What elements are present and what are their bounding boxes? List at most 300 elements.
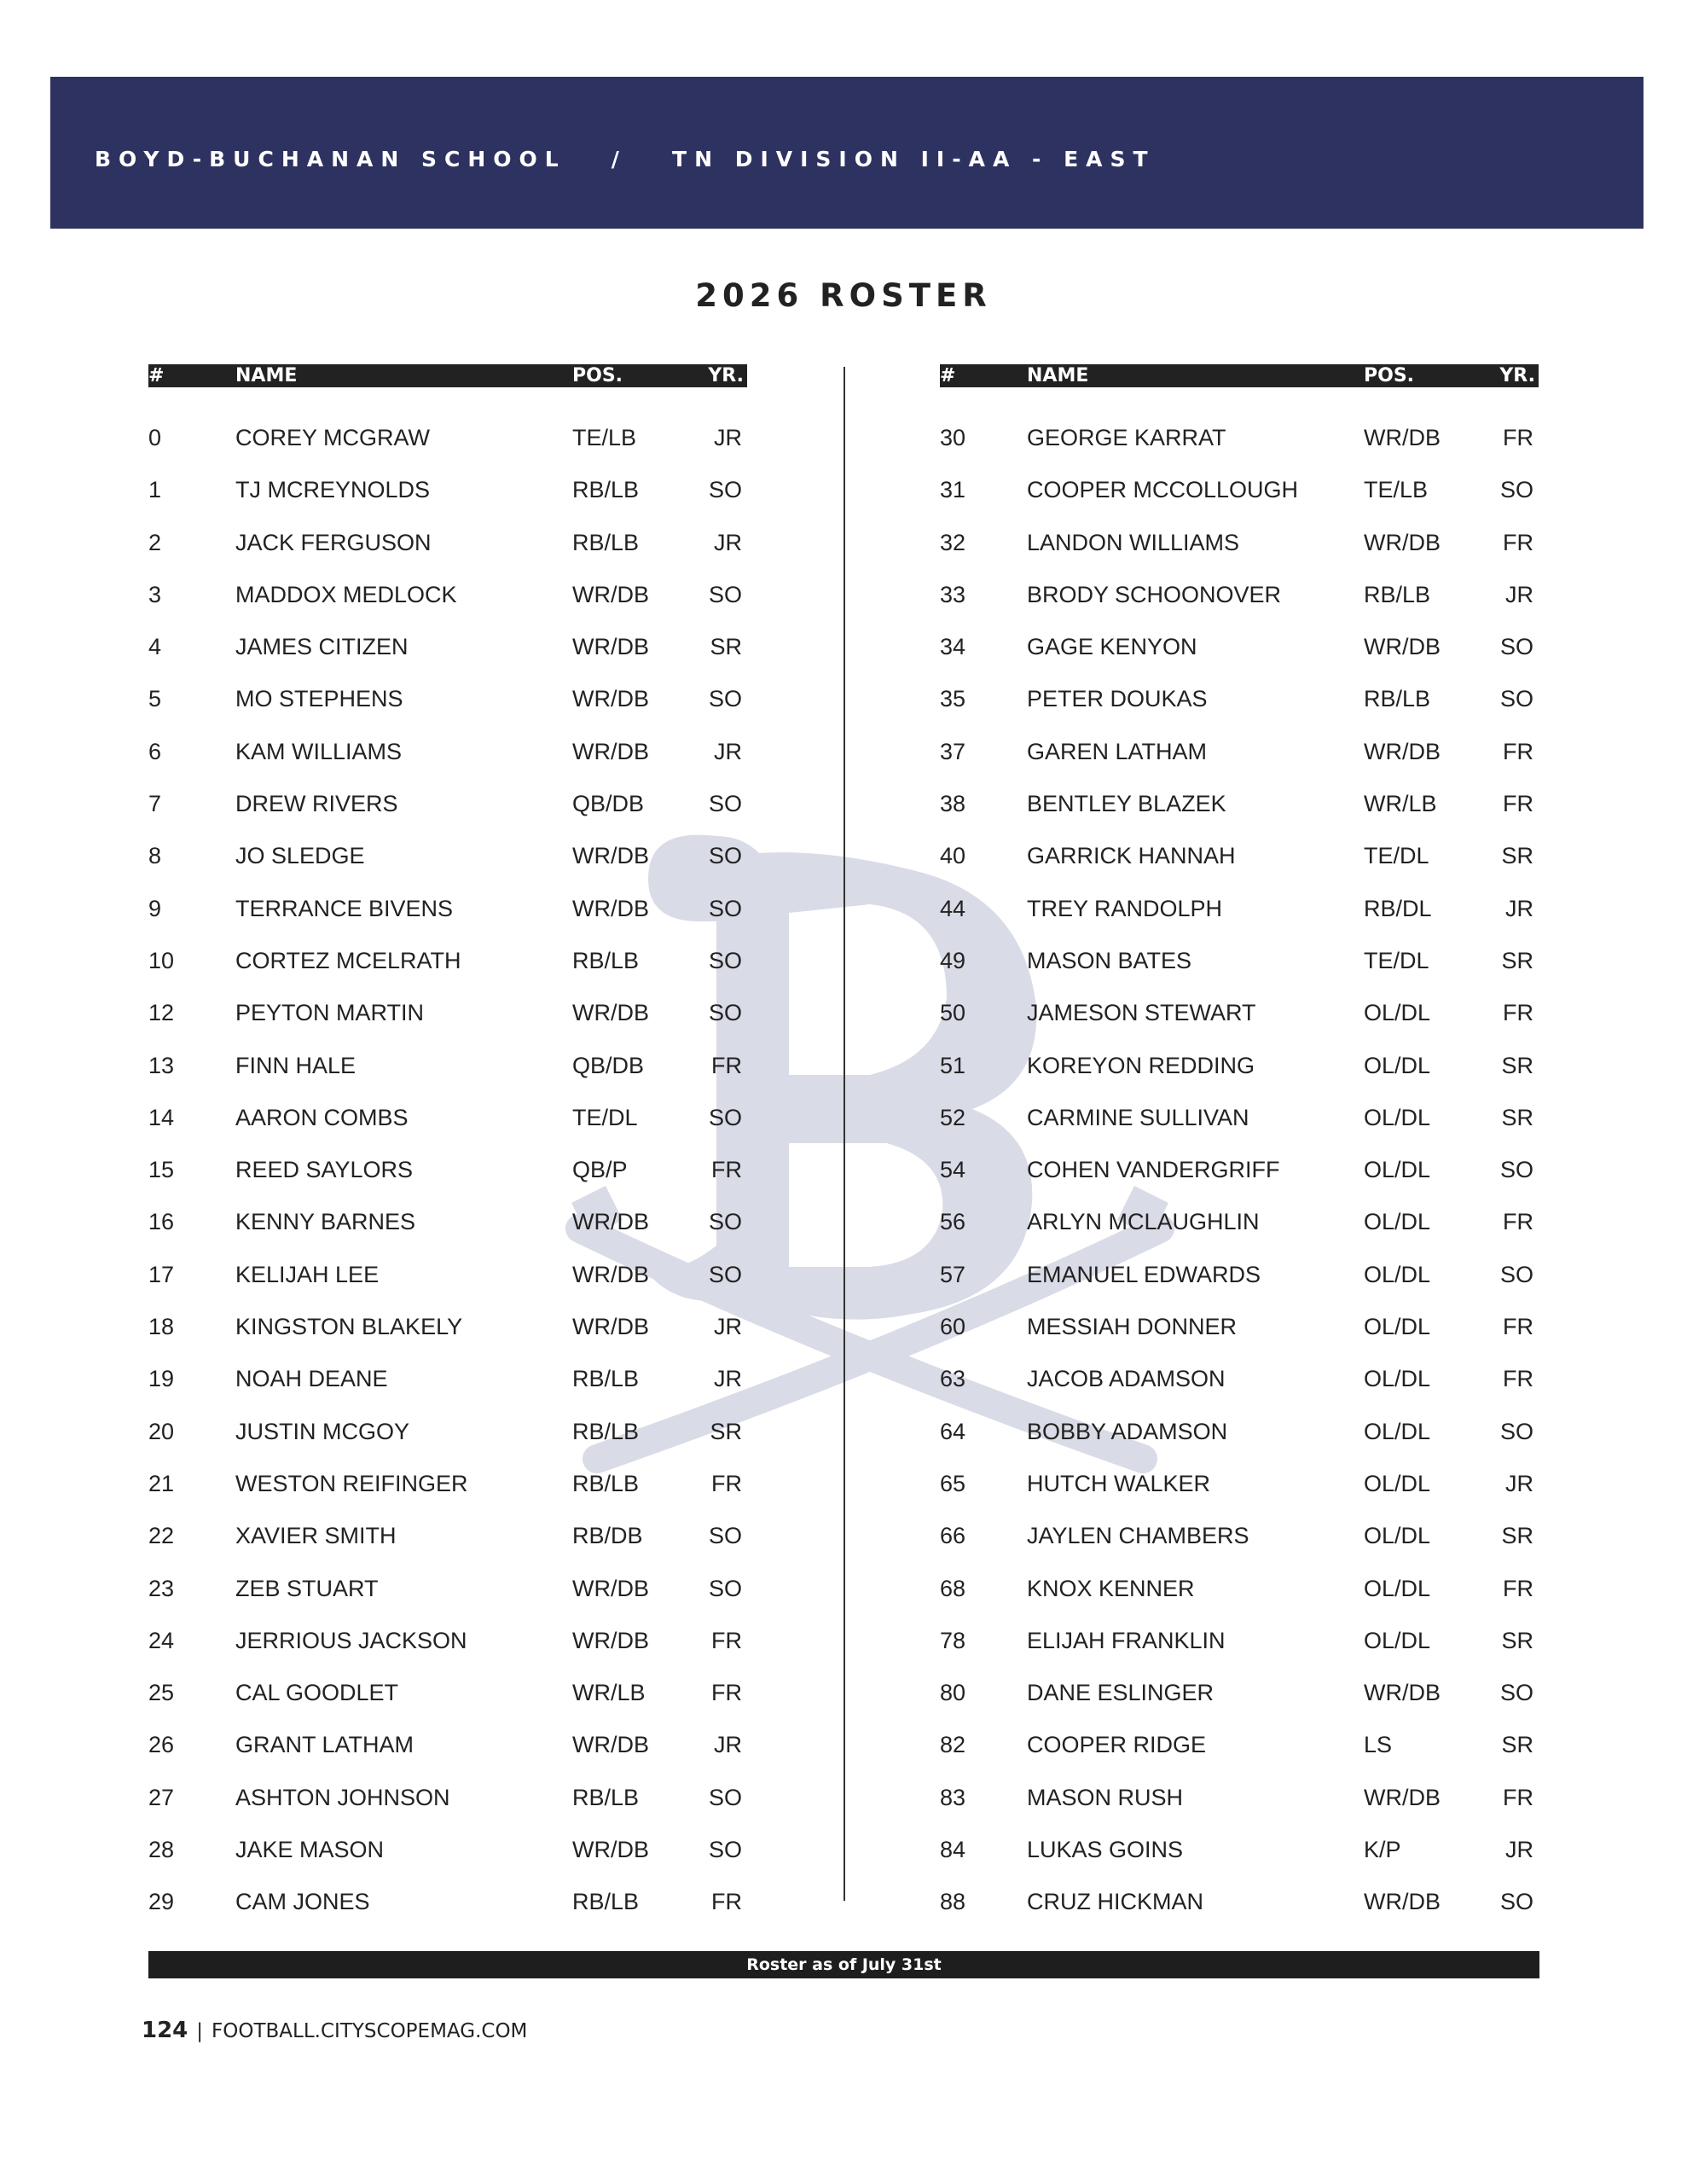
player-number: 51 [940, 1052, 966, 1078]
footer-separator: | [196, 2020, 204, 2042]
player-number: 13 [148, 1052, 175, 1078]
player-name: CARMINE SULLIVAN [1027, 1104, 1249, 1130]
player-name: JUSTIN MCGOY [235, 1418, 410, 1444]
table-row [148, 1732, 747, 1784]
player-year: SR [1501, 1104, 1533, 1130]
table-row [940, 1471, 1539, 1523]
player-position: WR/LB [572, 1680, 646, 1706]
player-name: MO STEPHENS [235, 686, 403, 712]
player-number: 14 [148, 1104, 175, 1130]
player-position: WR/DB [572, 1314, 649, 1340]
player-name: BRODY SCHOONOVER [1027, 581, 1282, 607]
table-row [940, 1419, 1539, 1471]
table-row [148, 1209, 747, 1261]
player-position: QB/P [572, 1157, 628, 1183]
player-year: SR [1501, 1052, 1533, 1078]
table-row [148, 1262, 747, 1314]
table-row [148, 1889, 747, 1941]
player-year: SO [1499, 1680, 1533, 1706]
player-year: SO [1499, 1418, 1533, 1444]
player-position: TE/LB [572, 425, 637, 450]
player-number: 15 [148, 1157, 175, 1183]
player-name: HUTCH WALKER [1027, 1470, 1211, 1496]
roster-title: 2026 ROSTER [695, 277, 992, 314]
player-year: SR [1501, 843, 1533, 869]
table-row [148, 1628, 747, 1680]
player-number: 34 [940, 634, 966, 660]
player-year: SO [708, 1837, 742, 1863]
player-position: WR/DB [572, 1261, 649, 1287]
table-row [940, 843, 1539, 895]
player-position: TE/DL [1364, 843, 1429, 869]
player-number: 38 [940, 791, 966, 817]
player-position: RB/LB [572, 1784, 640, 1810]
player-name: MESSIAH DONNER [1027, 1314, 1238, 1340]
table-row [940, 791, 1539, 843]
roster-rows [940, 425, 1539, 1942]
player-year: FR [711, 1470, 742, 1496]
player-number: 64 [940, 1418, 966, 1444]
table-row [940, 948, 1539, 1000]
player-number: 35 [940, 686, 966, 712]
player-name: LUKAS GOINS [1027, 1837, 1184, 1863]
player-name: XAVIER SMITH [235, 1523, 397, 1549]
table-row [148, 634, 747, 686]
header-year: YR. [1499, 365, 1535, 386]
player-name: JERRIOUS JACKSON [235, 1627, 467, 1653]
table-row [940, 1785, 1539, 1837]
player-number: 9 [148, 895, 162, 921]
roster-table-left [148, 364, 747, 1915]
player-number: 82 [940, 1732, 966, 1758]
header-name: NAME [1027, 365, 1089, 386]
table-row [940, 1576, 1539, 1628]
player-number: 16 [148, 1209, 175, 1235]
player-name: KNOX KENNER [1027, 1575, 1195, 1601]
player-number: 30 [940, 425, 966, 450]
player-name: KINGSTON BLAKELY [235, 1314, 463, 1340]
player-year: SO [708, 581, 742, 607]
player-name: PETER DOUKAS [1027, 686, 1208, 712]
column-divider [844, 367, 845, 1901]
player-year: SO [1499, 477, 1533, 503]
table-row [148, 582, 747, 634]
table-row [940, 1314, 1539, 1366]
player-name: WESTON REIFINGER [235, 1470, 468, 1496]
table-row [940, 1000, 1539, 1052]
player-year: FR [711, 1052, 742, 1078]
player-name: EMANUEL EDWARDS [1027, 1261, 1261, 1287]
player-position: RB/LB [1364, 686, 1431, 712]
player-position: OL/DL [1364, 1209, 1431, 1235]
table-row [940, 582, 1539, 634]
table-row [940, 530, 1539, 582]
player-number: 6 [148, 738, 162, 764]
table-row [940, 1105, 1539, 1157]
table-row [148, 1523, 747, 1575]
table-row [148, 1576, 747, 1628]
player-name: JAYLEN CHAMBERS [1027, 1523, 1249, 1549]
player-name: CORTEZ MCELRATH [235, 947, 461, 973]
player-year: SO [708, 1784, 742, 1810]
player-year: SO [708, 1523, 742, 1549]
table-row [940, 1366, 1539, 1418]
player-position: WR/DB [572, 581, 649, 607]
table-row [148, 1419, 747, 1471]
roster-rows [148, 425, 747, 1942]
player-number: 52 [940, 1104, 966, 1130]
player-position: WR/DB [1364, 634, 1441, 660]
table-row [940, 1628, 1539, 1680]
player-name: JAKE MASON [235, 1837, 385, 1863]
player-name: ASHTON JOHNSON [235, 1784, 450, 1810]
player-name: COOPER MCCOLLOUGH [1027, 477, 1299, 503]
player-name: COHEN VANDERGRIFF [1027, 1157, 1280, 1183]
header-position: POS. [572, 365, 623, 386]
player-position: RB/LB [572, 1889, 640, 1915]
player-name: CAM JONES [235, 1889, 370, 1915]
player-name: JO SLEDGE [235, 843, 365, 869]
player-year: SR [710, 634, 742, 660]
player-number: 10 [148, 947, 175, 973]
player-position: WR/DB [1364, 425, 1441, 450]
table-row [148, 948, 747, 1000]
player-name: JACOB ADAMSON [1027, 1366, 1226, 1392]
player-year: JR [1505, 1470, 1533, 1496]
player-name: GARRICK HANNAH [1027, 843, 1236, 869]
player-position: TE/DL [1364, 947, 1429, 973]
player-number: 23 [148, 1575, 175, 1601]
player-position: OL/DL [1364, 1314, 1431, 1340]
table-row [148, 1471, 747, 1523]
player-position: OL/DL [1364, 1104, 1431, 1130]
player-number: 4 [148, 634, 162, 660]
roster-date-note: Roster as of July 31st [148, 1951, 1539, 1978]
player-number: 1 [148, 477, 162, 503]
player-year: FR [711, 1889, 742, 1915]
player-position: RB/LB [572, 1366, 640, 1392]
player-year: FR [1503, 1784, 1533, 1810]
player-name: TERRANCE BIVENS [235, 895, 454, 921]
player-position: OL/DL [1364, 1052, 1431, 1078]
player-name: GEORGE KARRAT [1027, 425, 1226, 450]
table-row [940, 1837, 1539, 1889]
player-name: TJ MCREYNOLDS [235, 477, 431, 503]
table-row [148, 686, 747, 738]
player-position: WR/DB [1364, 1680, 1441, 1706]
player-number: 2 [148, 529, 162, 555]
player-position: WR/DB [572, 1000, 649, 1026]
player-number: 31 [940, 477, 966, 503]
player-number: 83 [940, 1784, 966, 1810]
player-position: WR/DB [1364, 1784, 1441, 1810]
table-row [940, 1053, 1539, 1105]
player-position: WR/DB [572, 686, 649, 712]
player-number: 21 [148, 1470, 175, 1496]
player-position: WR/DB [572, 738, 649, 764]
player-year: JR [714, 1732, 742, 1758]
player-position: RB/LB [572, 1470, 640, 1496]
player-year: FR [1503, 791, 1533, 817]
table-row [148, 1680, 747, 1732]
player-number: 49 [940, 947, 966, 973]
player-position: WR/DB [572, 895, 649, 921]
table-row [148, 896, 747, 948]
table-row [148, 477, 747, 529]
player-name: FINN HALE [235, 1052, 357, 1078]
player-name: COREY MCGRAW [235, 425, 431, 450]
player-position: LS [1364, 1732, 1393, 1758]
player-number: 18 [148, 1314, 175, 1340]
table-row [940, 425, 1539, 477]
player-number: 24 [148, 1627, 175, 1653]
player-position: OL/DL [1364, 1157, 1431, 1183]
player-year: JR [714, 425, 742, 450]
player-position: OL/DL [1364, 1418, 1431, 1444]
player-position: WR/DB [1364, 1889, 1441, 1915]
table-row [148, 791, 747, 843]
player-position: RB/DB [572, 1523, 643, 1549]
site-link[interactable]: FOOTBALL.CITYSCOPEMAG.COM [212, 2020, 528, 2042]
page-footer [142, 2018, 527, 2043]
player-number: 3 [148, 581, 162, 607]
player-number: 22 [148, 1523, 175, 1549]
player-name: ELIJAH FRANKLIN [1027, 1627, 1226, 1653]
player-number: 29 [148, 1889, 175, 1915]
player-name: KAM WILLIAMS [235, 738, 403, 764]
player-year: FR [711, 1680, 742, 1706]
player-name: NOAH DEANE [235, 1366, 388, 1392]
player-position: K/P [1364, 1837, 1401, 1863]
player-year: SR [1501, 1627, 1533, 1653]
player-name: ARLYN MCLAUGHLIN [1027, 1209, 1260, 1235]
school-division-heading: BOYD-BUCHANAN SCHOOL / TN DIVISION II-AA - EAST [95, 147, 1156, 171]
table-row [940, 739, 1539, 791]
player-number: 20 [148, 1418, 175, 1444]
player-number: 78 [940, 1627, 966, 1653]
player-year: FR [1503, 529, 1533, 555]
player-number: 84 [940, 1837, 966, 1863]
player-year: FR [711, 1157, 742, 1183]
player-number: 80 [940, 1680, 966, 1706]
player-number: 33 [940, 581, 966, 607]
page-number: 124 [142, 2018, 188, 2043]
player-year: SO [708, 1209, 742, 1235]
player-position: WR/DB [572, 1837, 649, 1863]
player-number: 12 [148, 1000, 175, 1026]
player-position: RB/LB [572, 947, 640, 973]
player-number: 65 [940, 1470, 966, 1496]
player-name: AARON COMBS [235, 1104, 409, 1130]
player-name: PEYTON MARTIN [235, 1000, 425, 1026]
player-name: LANDON WILLIAMS [1027, 529, 1240, 555]
player-number: 7 [148, 791, 162, 817]
player-number: 32 [940, 529, 966, 555]
player-year: SO [708, 1104, 742, 1130]
player-year: SO [708, 1575, 742, 1601]
player-position: OL/DL [1364, 1000, 1431, 1026]
player-year: SO [708, 477, 742, 503]
player-year: SO [1499, 1889, 1533, 1915]
player-number: 40 [940, 843, 966, 869]
player-name: JAMES CITIZEN [235, 634, 409, 660]
player-position: WR/DB [572, 1575, 649, 1601]
player-position: WR/DB [572, 634, 649, 660]
player-year: SO [1499, 1261, 1533, 1287]
player-position: OL/DL [1364, 1470, 1431, 1496]
player-year: JR [714, 1314, 742, 1340]
player-position: RB/DL [1364, 895, 1432, 921]
player-name: GRANT LATHAM [235, 1732, 415, 1758]
player-name: GAREN LATHAM [1027, 738, 1208, 764]
header-year: YR. [708, 365, 744, 386]
table-row [148, 425, 747, 477]
player-number: 17 [148, 1261, 175, 1287]
player-name: BENTLEY BLAZEK [1027, 791, 1226, 817]
player-number: 54 [940, 1157, 966, 1183]
player-position: RB/LB [572, 477, 640, 503]
player-year: SO [708, 1261, 742, 1287]
player-name: MASON RUSH [1027, 1784, 1184, 1810]
player-year: SO [708, 895, 742, 921]
player-position: OL/DL [1364, 1575, 1431, 1601]
table-row [148, 739, 747, 791]
player-year: FR [1503, 1366, 1533, 1392]
player-year: JR [714, 738, 742, 764]
player-year: SO [708, 1000, 742, 1026]
player-year: FR [1503, 1000, 1533, 1026]
table-row [940, 634, 1539, 686]
table-row [940, 896, 1539, 948]
player-year: SO [708, 947, 742, 973]
player-position: OL/DL [1364, 1627, 1431, 1653]
table-row [940, 1889, 1539, 1941]
player-year: SO [1499, 686, 1533, 712]
table-row [148, 1366, 747, 1418]
player-number: 28 [148, 1837, 175, 1863]
player-number: 57 [940, 1261, 966, 1287]
player-name: REED SAYLORS [235, 1157, 414, 1183]
player-year: JR [714, 529, 742, 555]
player-year: SO [708, 843, 742, 869]
player-year: SO [1499, 634, 1533, 660]
player-year: SO [1499, 1157, 1533, 1183]
player-name: GAGE KENYON [1027, 634, 1197, 660]
player-year: JR [714, 1366, 742, 1392]
table-row [148, 1785, 747, 1837]
table-row [940, 1523, 1539, 1575]
player-name: COOPER RIDGE [1027, 1732, 1207, 1758]
player-number: 27 [148, 1784, 175, 1810]
table-row [940, 1209, 1539, 1261]
player-year: FR [1503, 1314, 1533, 1340]
player-name: JACK FERGUSON [235, 529, 432, 555]
player-number: 56 [940, 1209, 966, 1235]
table-row [148, 1000, 747, 1052]
player-number: 5 [148, 686, 162, 712]
player-position: WR/DB [1364, 738, 1441, 764]
player-position: RB/LB [572, 529, 640, 555]
player-name: KELIJAH LEE [235, 1261, 380, 1287]
player-name: CRUZ HICKMAN [1027, 1889, 1203, 1915]
player-position: WR/DB [572, 1732, 649, 1758]
player-name: KOREYON REDDING [1027, 1052, 1255, 1078]
player-number: 8 [148, 843, 162, 869]
table-row [940, 1732, 1539, 1784]
player-name: TREY RANDOLPH [1027, 895, 1223, 921]
player-name: MADDOX MEDLOCK [235, 581, 457, 607]
header-number: # [940, 365, 956, 386]
player-name: DREW RIVERS [235, 791, 398, 817]
player-position: TE/LB [1364, 477, 1429, 503]
table-row [148, 1053, 747, 1105]
header-position: POS. [1364, 365, 1415, 386]
player-name: BOBBY ADAMSON [1027, 1418, 1228, 1444]
player-position: OL/DL [1364, 1366, 1431, 1392]
player-year: FR [1503, 1575, 1533, 1601]
roster-table-right [940, 364, 1539, 1915]
player-position: WR/DB [1364, 529, 1441, 555]
player-year: SR [1501, 1732, 1533, 1758]
table-header [940, 364, 1539, 387]
player-number: 44 [940, 895, 966, 921]
player-number: 19 [148, 1366, 175, 1392]
player-name: CAL GOODLET [235, 1680, 399, 1706]
header-number: # [148, 365, 165, 386]
player-position: RB/LB [1364, 581, 1431, 607]
player-year: FR [1503, 1209, 1533, 1235]
player-position: WR/DB [572, 1209, 649, 1235]
player-position: WR/DB [572, 843, 649, 869]
table-row [148, 1314, 747, 1366]
table-row [940, 686, 1539, 738]
player-year: FR [1503, 425, 1533, 450]
player-name: KENNY BARNES [235, 1209, 416, 1235]
player-number: 37 [940, 738, 966, 764]
player-year: JR [1505, 1837, 1533, 1863]
player-number: 88 [940, 1889, 966, 1915]
player-year: SO [708, 686, 742, 712]
player-number: 26 [148, 1732, 175, 1758]
table-row [940, 1680, 1539, 1732]
table-row [940, 477, 1539, 529]
table-row [148, 843, 747, 895]
player-name: ZEB STUART [235, 1575, 379, 1601]
table-row [148, 1105, 747, 1157]
player-year: FR [711, 1627, 742, 1653]
player-number: 0 [148, 425, 162, 450]
player-position: OL/DL [1364, 1523, 1431, 1549]
player-year: JR [1505, 895, 1533, 921]
player-year: SR [710, 1418, 742, 1444]
table-row [940, 1157, 1539, 1209]
player-year: JR [1505, 581, 1533, 607]
player-number: 50 [940, 1000, 966, 1026]
player-position: WR/LB [1364, 791, 1437, 817]
player-year: SR [1501, 1523, 1533, 1549]
player-position: TE/DL [572, 1104, 638, 1130]
player-position: QB/DB [572, 791, 645, 817]
player-position: WR/DB [572, 1627, 649, 1653]
player-number: 66 [940, 1523, 966, 1549]
player-position: OL/DL [1364, 1261, 1431, 1287]
player-position: QB/DB [572, 1052, 645, 1078]
table-row [148, 1157, 747, 1209]
player-number: 63 [940, 1366, 966, 1392]
player-name: MASON BATES [1027, 947, 1192, 973]
player-number: 25 [148, 1680, 175, 1706]
table-row [940, 1262, 1539, 1314]
